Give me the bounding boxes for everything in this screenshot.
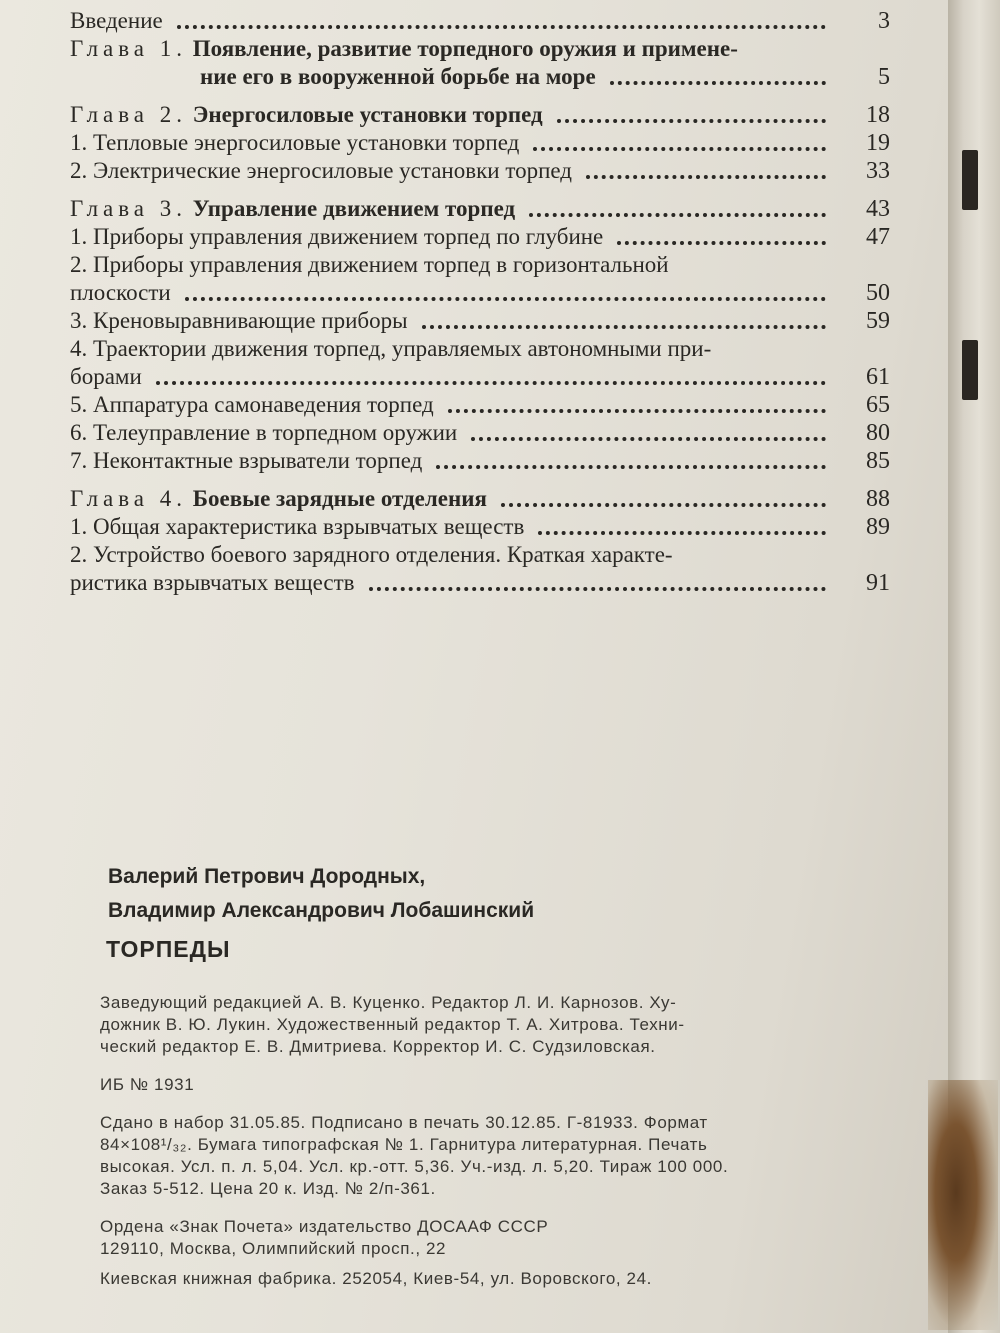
toc-title: 1. Общая характеристика взрывчатых веществ: [70, 514, 525, 539]
imprint-line: Заказ 5-512. Цена 20 к. Изд. № 2/п-361.: [100, 1179, 436, 1198]
page-tab-marker: [962, 340, 978, 400]
toc-chapter-2: [70, 102, 890, 128]
chapter-label: Глава 2.: [70, 102, 188, 127]
imprint-line: Заведующий редакцией А. В. Куценко. Редактор Л. И. Карнозов. Ху-: [100, 993, 677, 1012]
factory-block: [100, 1268, 830, 1290]
toc-leader: [471, 436, 826, 441]
imprint: [100, 992, 830, 1290]
author-name: Валерий Петрович Дородных,: [108, 865, 426, 888]
toc-title: Введение: [70, 8, 163, 33]
toc-title: ристика взрывчатых веществ: [70, 570, 355, 595]
toc-leader: [529, 212, 826, 217]
toc-chapter-3: [70, 196, 890, 222]
toc-item: [70, 542, 890, 568]
imprint-line: дожник В. Ю. Лукин. Художественный редактор Т. А. Хитрова. Техни-: [100, 1015, 685, 1034]
toc-leader: [557, 118, 826, 123]
author-name: Владимир Александрович Лобашинский: [108, 899, 535, 922]
toc-chapter-1: [70, 36, 890, 62]
toc-item: [70, 252, 890, 278]
toc-page-number: 18: [866, 102, 890, 128]
toc-leader: [177, 24, 826, 29]
toc-page-number: 50: [866, 280, 890, 306]
toc-page-number: 88: [866, 486, 890, 512]
imprint-line: 84×108¹/₃₂. Бумага типографская № 1. Гарнитура литературная. Печать: [100, 1135, 708, 1154]
toc-title: 4. Траектории движения торпед, управляемых автономными при-: [70, 336, 712, 361]
chapter-title: Управление движением торпед: [192, 196, 516, 221]
chapter-label: Глава 4.: [70, 486, 188, 511]
toc-title: 2. Электрические энергосиловые установки торпед: [70, 158, 572, 183]
rust-stain: [928, 1080, 998, 1330]
imprint-line: ИБ № 1931: [100, 1075, 195, 1094]
imprint-line: 129110, Москва, Олимпийский просп., 22: [100, 1239, 447, 1258]
imprint-line: Сдано в набор 31.05.85. Подписано в печать 30.12.85. Г-81933. Формат: [100, 1113, 708, 1132]
toc-page-number: 61: [866, 364, 890, 390]
toc-title: 7. Неконтактные взрыватели торпед: [70, 448, 423, 473]
chapter-label: Глава 1.: [70, 36, 188, 61]
toc-item: [70, 448, 890, 474]
toc-leader: [586, 174, 826, 179]
page-tab-marker: [962, 150, 978, 210]
toc-leader: [533, 146, 826, 151]
toc-leader: [436, 464, 826, 469]
toc-title: 6. Телеуправление в торпедном оружии: [70, 420, 458, 445]
toc-item: [70, 514, 890, 540]
toc-page-number: 33: [866, 158, 890, 184]
imprint-line: Ордена «Знак Почета» издательство ДОСААФ СССР: [100, 1217, 549, 1236]
toc-title: 1. Тепловые энергосиловые установки торпед: [70, 130, 520, 155]
imprint-line: высокая. Усл. п. л. 5,04. Усл. кр.-отт. 5,36. Уч.-изд. л. 5,20. Тираж 100 000.: [100, 1157, 729, 1176]
toc-leader: [422, 324, 826, 329]
toc-item: [70, 336, 890, 362]
toc-page-number: 3: [878, 8, 890, 34]
chapter-title: ние его в вооруженной борьбе на море: [200, 64, 596, 89]
toc-page-number: 89: [866, 514, 890, 540]
toc-leader: [448, 408, 826, 413]
toc-chapter-1-cont: [70, 64, 890, 90]
authors: [108, 860, 534, 928]
toc-item-cont: [70, 280, 890, 306]
toc-item: [70, 130, 890, 156]
toc-page-number: 85: [866, 448, 890, 474]
toc-page-number: 19: [866, 130, 890, 156]
table-of-contents: [70, 8, 890, 598]
book-title: ТОРПЕДЫ: [106, 936, 231, 962]
toc-item: [70, 158, 890, 184]
toc-item: [70, 308, 890, 334]
print-details-block: [100, 1112, 830, 1200]
toc-page-number: 80: [866, 420, 890, 446]
toc-page-number: 47: [866, 224, 890, 250]
toc-intro: [70, 8, 890, 34]
ib-number: [100, 1074, 830, 1096]
chapter-title: Энергосиловые установки торпед: [192, 102, 543, 127]
toc-leader: [610, 80, 826, 85]
imprint-line: Киевская книжная фабрика. 252054, Киев-54, ул. Воровского, 24.: [100, 1269, 652, 1288]
toc-page-number: 59: [866, 308, 890, 334]
imprint-line: ческий редактор Е. В. Дмитриева. Корректор И. С. Судзиловская.: [100, 1037, 656, 1056]
toc-title: плоскости: [70, 280, 171, 305]
toc-chapter-4: [70, 486, 890, 512]
toc-title: 5. Аппаратура самонаведения торпед: [70, 392, 434, 417]
toc-title: 3. Креновыравнивающие приборы: [70, 308, 408, 333]
toc-leader: [185, 296, 826, 301]
toc-item-cont: [70, 570, 890, 596]
toc-title: 2. Приборы управления движением торпед в горизонтальной: [70, 252, 669, 277]
toc-leader: [538, 530, 826, 535]
toc-item: [70, 224, 890, 250]
toc-leader: [156, 380, 826, 385]
toc-title: 2. Устройство боевого зарядного отделения. Краткая характе-: [70, 542, 673, 567]
toc-item: [70, 420, 890, 446]
chapter-label: Глава 3.: [70, 196, 188, 221]
toc-leader: [617, 240, 826, 245]
toc-item-cont: [70, 364, 890, 390]
toc-title: 1. Приборы управления движением торпед по глубине: [70, 224, 604, 249]
toc-leader: [369, 586, 826, 591]
toc-page-number: 91: [866, 570, 890, 596]
toc-page-number: 43: [866, 196, 890, 222]
chapter-title: Боевые зарядные отделения: [192, 486, 487, 511]
toc-leader: [501, 502, 826, 507]
editors-block: [100, 992, 830, 1058]
toc-page-number: 65: [866, 392, 890, 418]
toc-page-number: 5: [878, 64, 890, 90]
toc-item: [70, 392, 890, 418]
chapter-title: Появление, развитие торпедного оружия и примене-: [192, 36, 738, 61]
toc-title: борами: [70, 364, 142, 389]
publisher-block: [100, 1216, 830, 1260]
